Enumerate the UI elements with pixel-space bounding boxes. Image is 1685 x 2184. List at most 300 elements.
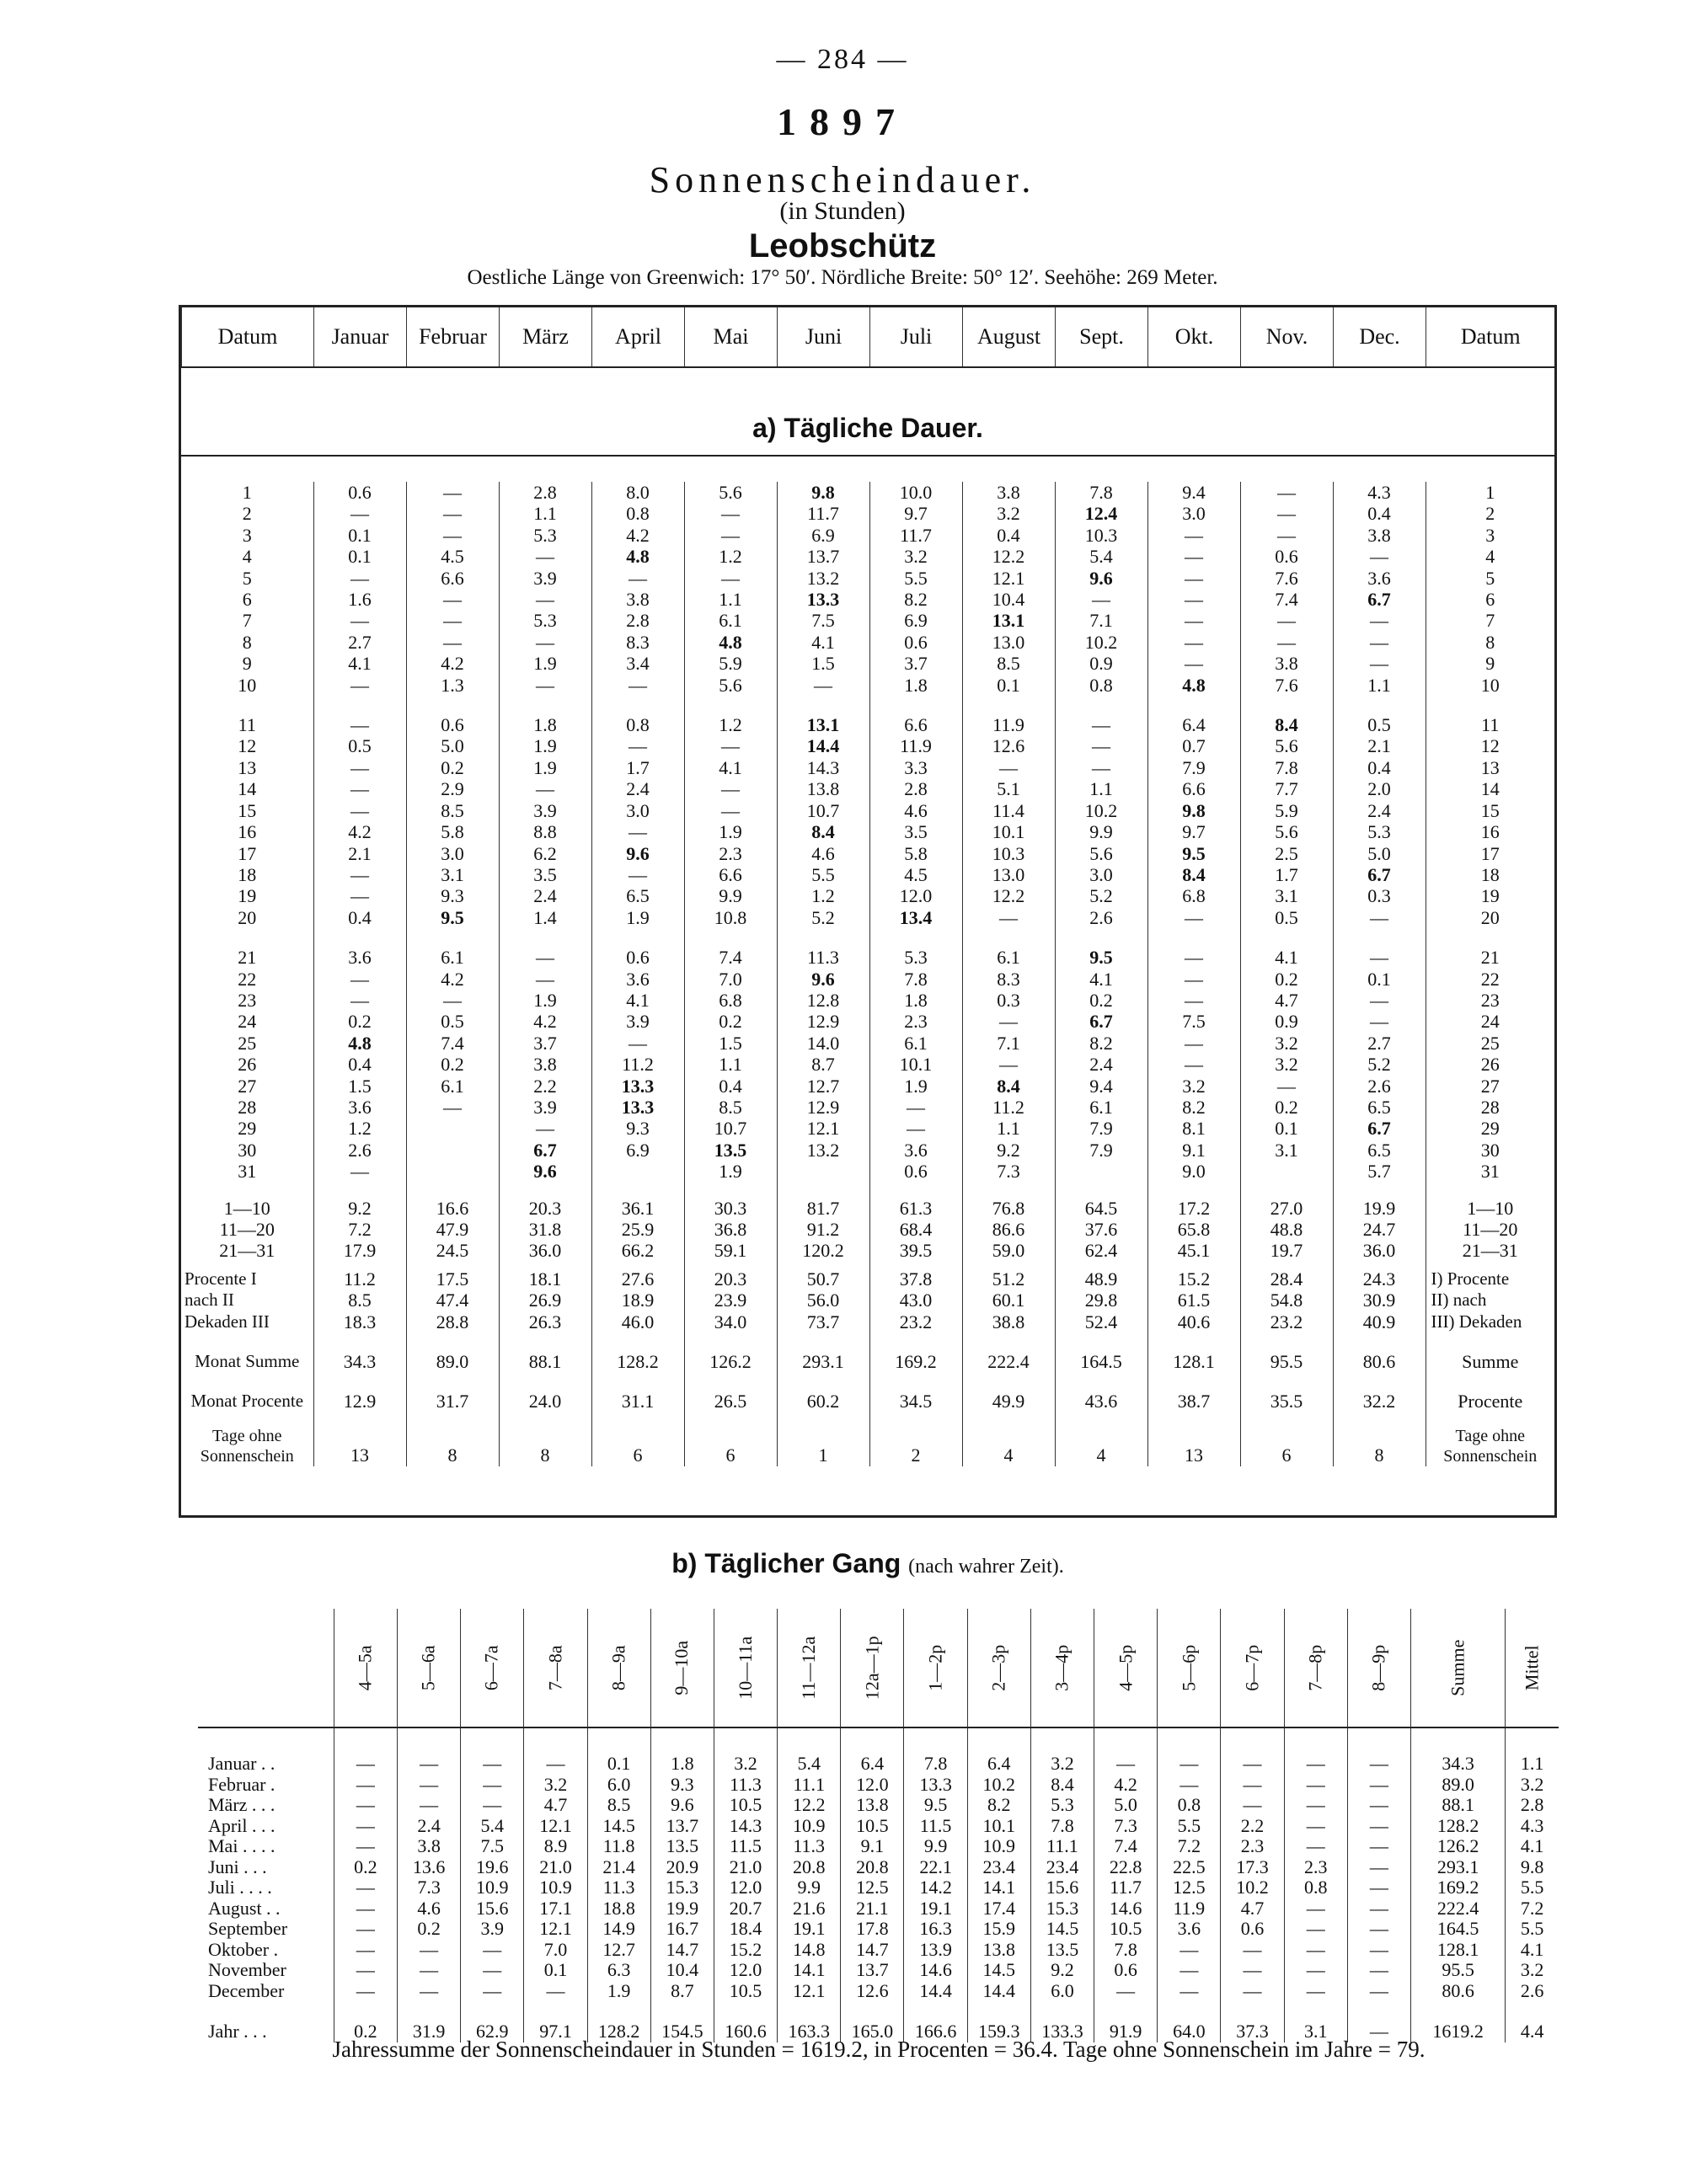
- hourly-cell: 7.8: [904, 1754, 967, 1775]
- hourly-cell: 17.4: [967, 1898, 1030, 1920]
- data-cell: 2.8: [499, 482, 591, 503]
- data-cell: 1: [777, 1426, 869, 1466]
- data-cell: 7.1: [962, 1033, 1055, 1054]
- row-label: 31: [238, 1161, 257, 1183]
- data-cell: 7.2: [313, 1219, 406, 1240]
- data-cell: 0.2: [684, 1011, 777, 1032]
- spacer-cell: [397, 1727, 460, 1754]
- data-cell: 26.3: [499, 1311, 591, 1332]
- spacer-cell: [869, 1372, 962, 1391]
- spacer-cell: [1055, 1262, 1147, 1268]
- hourly-cell: —: [1284, 1775, 1347, 1796]
- data-cell: 5.1: [962, 778, 1055, 799]
- row-label: 12: [238, 735, 257, 757]
- hourly-cell: —: [1158, 1940, 1221, 1961]
- hourly-cell: 5.0: [1094, 1795, 1158, 1816]
- data-cell: 2.1: [313, 843, 406, 864]
- hourly-cell: 164.5: [1410, 1919, 1505, 1940]
- data-cell: 10.3: [1055, 525, 1147, 546]
- data-cell: 1.7: [591, 757, 684, 778]
- hourly-cell: 11.7: [1094, 1877, 1158, 1898]
- data-cell: 10.8: [684, 907, 777, 928]
- data-cell: 25.9: [591, 1219, 684, 1240]
- data-cell: 3.7: [869, 653, 962, 674]
- data-cell: 61.5: [1147, 1290, 1240, 1311]
- section-a-heading: a) Tägliche Dauer.: [752, 413, 983, 443]
- hourly-cell: —: [334, 1816, 397, 1837]
- data-cell: 24.3: [1333, 1268, 1426, 1290]
- hourly-cell: —: [1158, 1754, 1221, 1775]
- data-cell: 23.2: [869, 1311, 962, 1332]
- data-cell: 4: [962, 1426, 1055, 1466]
- data-cell: 11.9: [869, 735, 962, 756]
- spacer-cell: [869, 928, 962, 947]
- data-cell: 16.6: [406, 1198, 499, 1219]
- hourly-cell: 18.4: [714, 1919, 777, 1940]
- data-cell: 12.1: [962, 568, 1055, 589]
- hourly-cell: —: [397, 1775, 460, 1796]
- spacer-cell: [198, 1727, 334, 1754]
- hourly-cell: 12.5: [841, 1877, 904, 1898]
- hourly-month-row: [198, 1775, 1559, 1796]
- spacer-cell: [684, 928, 777, 947]
- spacer-row: [181, 696, 1554, 714]
- spacer-cell: [714, 2001, 777, 2021]
- hourly-column-header: [334, 1609, 397, 1727]
- hourly-cell: 21.1: [841, 1898, 904, 1920]
- data-cell: 9.7: [869, 503, 962, 524]
- hourly-cell: 17.3: [1221, 1857, 1284, 1878]
- data-cell: 2.6: [313, 1140, 406, 1161]
- day-row: [181, 969, 1554, 990]
- row-label-right: 23: [1426, 990, 1554, 1011]
- data-cell: 9.6: [777, 969, 869, 990]
- data-cell: 9.9: [1055, 821, 1147, 842]
- spacer-cell: [499, 1183, 591, 1198]
- data-cell: 50.7: [777, 1268, 869, 1290]
- data-cell: —: [313, 675, 406, 696]
- hourly-cell: 7.2: [1158, 1836, 1221, 1857]
- month-label: Juni . . .: [208, 1856, 267, 1877]
- hourly-cell: 11.3: [714, 1775, 777, 1796]
- hourly-cell: —: [334, 1754, 397, 1775]
- hourly-cell: 4.7: [1221, 1898, 1284, 1920]
- spacer-cell: [1347, 1727, 1410, 1754]
- data-cell: 20.3: [499, 1198, 591, 1219]
- data-cell: 4.1: [1055, 969, 1147, 990]
- spacer-cell: [684, 1183, 777, 1198]
- data-cell: 11.9: [962, 714, 1055, 735]
- data-cell: 37.6: [1055, 1219, 1147, 1240]
- spacer-row: [198, 2001, 1559, 2021]
- data-cell: 47.9: [406, 1219, 499, 1240]
- hourly-cell: 3.2: [1506, 1775, 1559, 1796]
- data-cell: 8.4: [777, 821, 869, 842]
- data-cell: —: [313, 503, 406, 524]
- row-label-right: 31: [1426, 1161, 1554, 1182]
- data-cell: 0.4: [684, 1076, 777, 1097]
- spacer-cell: [962, 1183, 1055, 1198]
- hourly-cell: 0.6: [1221, 1919, 1284, 1940]
- decade-sum-row: [181, 1219, 1554, 1240]
- month-label: August . .: [208, 1897, 281, 1919]
- data-cell: 88.1: [499, 1351, 591, 1372]
- data-cell: 29.8: [1055, 1290, 1147, 1311]
- hourly-cell: —: [334, 1919, 397, 1940]
- decade-sum-row: [181, 1240, 1554, 1261]
- month-label: Februar .: [208, 1773, 275, 1795]
- data-cell: —: [406, 1097, 499, 1118]
- hourly-cell: —: [334, 1775, 397, 1796]
- data-cell: 2.6: [1333, 1076, 1426, 1097]
- data-cell: 5.6: [684, 675, 777, 696]
- data-cell: 0.8: [591, 503, 684, 524]
- data-cell: —: [313, 757, 406, 778]
- day-row: [181, 675, 1554, 696]
- hourly-cell: —: [461, 1775, 524, 1796]
- data-cell: 12.9: [313, 1391, 406, 1412]
- data-cell: 59.0: [962, 1240, 1055, 1261]
- page-title: Sonnenscheindauer.: [649, 159, 1036, 200]
- section-b-title: b) Täglicher Gang: [671, 1548, 901, 1578]
- data-cell: 6.1: [406, 947, 499, 968]
- data-cell: 13.3: [591, 1076, 684, 1097]
- data-cell: 8.4: [1240, 714, 1333, 735]
- day-row: [181, 610, 1554, 631]
- page-number: — 284 —: [776, 44, 909, 75]
- data-cell: 6.6: [406, 568, 499, 589]
- spacer-cell: [499, 1332, 591, 1351]
- data-cell: 2.5: [1240, 843, 1333, 864]
- data-cell: —: [1055, 757, 1147, 778]
- data-cell: 40.9: [1333, 1311, 1426, 1332]
- hourly-cell: 5.5: [1506, 1877, 1559, 1898]
- data-cell: 0.1: [1333, 969, 1426, 990]
- year-total-cell: 1619.2: [1410, 2021, 1505, 2042]
- hourly-cell: 222.4: [1410, 1898, 1505, 1920]
- spacer-cell: [1426, 696, 1554, 714]
- data-cell: 3.2: [1147, 1076, 1240, 1097]
- data-cell: —: [499, 675, 591, 696]
- year-total-cell: 91.9: [1094, 2021, 1158, 2042]
- hourly-cell: —: [334, 1795, 397, 1816]
- spacer-cell: [714, 1727, 777, 1754]
- hourly-cell: 13.7: [650, 1816, 714, 1837]
- hourly-cell: 15.3: [1030, 1898, 1094, 1920]
- data-cell: 34.5: [869, 1391, 962, 1412]
- data-cell: 28.8: [406, 1311, 499, 1332]
- data-cell: 10.1: [962, 821, 1055, 842]
- row-label: 16: [238, 821, 257, 843]
- data-cell: 4.2: [591, 525, 684, 546]
- data-cell: 4.8: [591, 546, 684, 567]
- hourly-cell: —: [461, 1940, 524, 1961]
- spacer-cell: [1426, 1372, 1554, 1391]
- hourly-cell: 11.3: [587, 1877, 650, 1898]
- data-cell: —: [1333, 990, 1426, 1011]
- data-cell: 2: [869, 1426, 962, 1466]
- hourly-cell: 22.1: [904, 1857, 967, 1878]
- hourly-month-row: [198, 1960, 1559, 1981]
- data-cell: 4.8: [1147, 675, 1240, 696]
- hourly-cell: 21.0: [714, 1857, 777, 1878]
- spacer-cell: [1333, 1372, 1426, 1391]
- hourly-column-label: Mittel: [1521, 1645, 1543, 1690]
- hourly-header-row: [198, 1609, 1559, 1727]
- hourly-cell: 169.2: [1410, 1877, 1505, 1898]
- spacer-cell: [1410, 1727, 1505, 1754]
- data-cell: 3.3: [869, 757, 962, 778]
- hourly-cell: 8.7: [650, 1981, 714, 2002]
- data-cell: 14.0: [777, 1033, 869, 1054]
- hourly-month-row: [198, 1981, 1559, 2002]
- data-cell: 5.7: [1333, 1161, 1426, 1182]
- data-cell: 7.4: [1240, 589, 1333, 610]
- row-label-right: I) Procente: [1426, 1268, 1554, 1290]
- data-cell: 7.8: [1240, 757, 1333, 778]
- data-cell: 15.2: [1147, 1268, 1240, 1290]
- row-label-right: 17: [1426, 843, 1554, 864]
- year-total-cell: 31.9: [397, 2021, 460, 2042]
- data-cell: 0.9: [1240, 1011, 1333, 1032]
- data-cell: —: [406, 589, 499, 610]
- row-label-right: 4: [1426, 546, 1554, 567]
- data-cell: —: [591, 821, 684, 842]
- data-cell: —: [591, 675, 684, 696]
- hourly-cell: 12.7: [587, 1940, 650, 1961]
- hourly-cell: 16.3: [904, 1919, 967, 1940]
- data-cell: 5.8: [406, 821, 499, 842]
- annual-summary-footnote: Jahressumme der Sonnenscheindauer in Stunden = 1619.2, in Procenten = 36.4. Tage ohne Sonnenschein im Jahre = 79.: [332, 2037, 1426, 2062]
- data-cell: 38.7: [1147, 1391, 1240, 1412]
- spacer-cell: [181, 1332, 313, 1351]
- data-cell: 8.2: [1147, 1097, 1240, 1118]
- data-cell: 3.5: [869, 821, 962, 842]
- data-cell: 81.7: [777, 1198, 869, 1219]
- hourly-cell: 3.9: [461, 1919, 524, 1940]
- spacer-cell: [1147, 1412, 1240, 1426]
- spacer-cell: [313, 928, 406, 947]
- year-total-cell: 64.0: [1158, 2021, 1221, 2042]
- hourly-cell: 15.2: [714, 1940, 777, 1961]
- data-cell: 8: [499, 1426, 591, 1466]
- spacer-cell: [591, 928, 684, 947]
- hourly-cell: —: [1347, 1898, 1410, 1920]
- hourly-cell: 10.4: [650, 1960, 714, 1981]
- data-cell: 0.1: [962, 675, 1055, 696]
- data-cell: 12.1: [777, 1118, 869, 1139]
- data-cell: —: [1147, 1054, 1240, 1075]
- data-cell: 13.1: [962, 610, 1055, 631]
- data-cell: 13.4: [869, 907, 962, 928]
- data-cell: [1240, 1161, 1333, 1182]
- spacer-cell: [904, 2001, 967, 2021]
- data-cell: 14.4: [777, 735, 869, 756]
- data-cell: 0.1: [1240, 1118, 1333, 1139]
- spacer-row: [181, 1183, 1554, 1198]
- data-cell: —: [499, 778, 591, 799]
- spacer-cell: [777, 1372, 869, 1391]
- hourly-cell: 11.8: [587, 1836, 650, 1857]
- hourly-cell: —: [334, 1981, 397, 2002]
- row-label: 28: [238, 1096, 257, 1118]
- data-cell: 24.0: [499, 1391, 591, 1412]
- row-label-right: 20: [1426, 907, 1554, 928]
- month-label: Januar . .: [208, 1753, 275, 1774]
- hourly-cell: 17.8: [841, 1919, 904, 1940]
- data-cell: 6.1: [684, 610, 777, 631]
- row-label-right: 19: [1426, 885, 1554, 906]
- row-label-right: 9: [1426, 653, 1554, 674]
- data-cell: 30.3: [684, 1198, 777, 1219]
- data-cell: —: [1055, 589, 1147, 610]
- hourly-column-header: [1221, 1609, 1284, 1727]
- data-cell: 6.1: [962, 947, 1055, 968]
- hourly-cell: —: [1347, 1960, 1410, 1981]
- hourly-cell: 5.5: [1506, 1919, 1559, 1940]
- hourly-cell: 5.5: [1158, 1816, 1221, 1837]
- hourly-cell: —: [524, 1981, 587, 2002]
- spacer-cell: [591, 1372, 684, 1391]
- data-cell: 8.5: [406, 800, 499, 821]
- data-cell: 6.6: [1147, 778, 1240, 799]
- data-cell: 3.0: [1055, 864, 1147, 885]
- data-cell: —: [1333, 947, 1426, 968]
- hourly-cell: 9.9: [778, 1877, 841, 1898]
- hourly-table: [198, 1609, 1559, 2042]
- row-label-right: 14: [1426, 778, 1554, 799]
- spacer-row: [181, 1262, 1554, 1268]
- data-cell: —: [406, 482, 499, 503]
- data-cell: —: [1240, 525, 1333, 546]
- hourly-cell: —: [1284, 1981, 1347, 2002]
- data-cell: 11.2: [962, 1097, 1055, 1118]
- row-label: 22: [238, 968, 257, 990]
- spacer-cell: [591, 696, 684, 714]
- data-cell: 7.8: [1055, 482, 1147, 503]
- hourly-cell: 14.9: [587, 1919, 650, 1940]
- data-cell: 9.5: [1147, 843, 1240, 864]
- spacer-cell: [1147, 1372, 1240, 1391]
- hourly-column-label: 4—5a: [354, 1645, 376, 1690]
- data-cell: 3.8: [499, 1054, 591, 1075]
- spacer-cell: [313, 1183, 406, 1198]
- data-cell: 9.8: [777, 482, 869, 503]
- spacer-cell: [650, 2001, 714, 2021]
- hourly-cell: 11.5: [714, 1836, 777, 1857]
- data-cell: —: [313, 864, 406, 885]
- data-cell: 4.2: [406, 653, 499, 674]
- data-cell: —: [1333, 546, 1426, 567]
- hourly-cell: 16.7: [650, 1919, 714, 1940]
- hourly-cell: 7.2: [1506, 1898, 1559, 1920]
- hourly-month-row: [198, 1816, 1559, 1837]
- data-cell: 8.2: [1055, 1033, 1147, 1054]
- day-row: [181, 568, 1554, 589]
- data-cell: 3.1: [1240, 885, 1333, 906]
- spacer-cell: [1333, 1183, 1426, 1198]
- data-cell: 0.5: [1333, 714, 1426, 735]
- day-row: [181, 714, 1554, 735]
- data-cell: 1.4: [499, 907, 591, 928]
- hourly-cell: —: [524, 1754, 587, 1775]
- row-label-right: 1: [1426, 482, 1554, 503]
- data-cell: 47.4: [406, 1290, 499, 1311]
- hourly-cell: —: [1347, 1795, 1410, 1816]
- row-label: 21: [238, 947, 257, 969]
- spacer-cell: [1333, 1332, 1426, 1351]
- hourly-month-row: [198, 1877, 1559, 1898]
- day-row: [181, 778, 1554, 799]
- day-row: [181, 1076, 1554, 1097]
- data-cell: 1.9: [684, 821, 777, 842]
- data-cell: —: [1147, 947, 1240, 968]
- hourly-column-label: 7—8p: [1304, 1644, 1326, 1691]
- month-label: Mai . . . .: [208, 1835, 275, 1856]
- data-cell: 6.5: [1333, 1097, 1426, 1118]
- spacer-cell: [1055, 1332, 1147, 1351]
- row-label-right: 27: [1426, 1076, 1554, 1097]
- hourly-column-label: 6—7a: [480, 1645, 502, 1690]
- hourly-cell: 7.5: [461, 1836, 524, 1857]
- spacer-cell: [1240, 1183, 1333, 1198]
- data-cell: 1.3: [406, 675, 499, 696]
- data-cell: 6.1: [869, 1033, 962, 1054]
- hourly-cell: —: [1347, 1981, 1410, 2002]
- year-total-cell: 4.4: [1506, 2021, 1559, 2042]
- data-cell: 1.6: [313, 589, 406, 610]
- spacer-cell: [904, 1727, 967, 1754]
- data-cell: 6.5: [591, 885, 684, 906]
- hourly-month-row: [198, 1919, 1559, 1940]
- daily-table: [181, 482, 1554, 1466]
- row-label-right: 1—10: [1426, 1198, 1554, 1219]
- data-cell: 38.8: [962, 1311, 1055, 1332]
- row-label-right: 13: [1426, 757, 1554, 778]
- hourly-column-label: 5—6a: [417, 1645, 439, 1690]
- data-cell: 12.4: [1055, 503, 1147, 524]
- data-cell: 8.4: [962, 1076, 1055, 1097]
- data-cell: 20.3: [684, 1268, 777, 1290]
- days-without-sun-row: [181, 1426, 1554, 1466]
- spacer-cell: [869, 696, 962, 714]
- spacer-cell: [1158, 1727, 1221, 1754]
- year-label: Jahr . . .: [208, 2021, 267, 2042]
- data-cell: —: [1147, 546, 1240, 567]
- row-label-right: 16: [1426, 821, 1554, 842]
- year-total-cell: 62.9: [461, 2021, 524, 2042]
- hourly-column-header: [1410, 1609, 1505, 1727]
- spacer-cell: [1333, 696, 1426, 714]
- data-cell: 5.6: [1055, 843, 1147, 864]
- month-label: April . . .: [208, 1814, 275, 1836]
- data-cell: 12.2: [962, 885, 1055, 906]
- spacer-cell: [1426, 928, 1554, 947]
- spacer-cell: [778, 1727, 841, 1754]
- spacer-cell: [1094, 2001, 1158, 2021]
- hourly-cell: —: [1347, 1857, 1410, 1878]
- data-cell: 9.9: [684, 885, 777, 906]
- spacer-cell: [587, 2001, 650, 2021]
- day-row: [181, 1054, 1554, 1075]
- data-cell: 11.7: [869, 525, 962, 546]
- spacer-cell: [1055, 1372, 1147, 1391]
- year-total-cell: 37.3: [1221, 2021, 1284, 2042]
- row-label: 19: [238, 885, 257, 907]
- hourly-cell: —: [1284, 1940, 1347, 1961]
- data-cell: 9.6: [1055, 568, 1147, 589]
- data-cell: —: [1333, 1011, 1426, 1032]
